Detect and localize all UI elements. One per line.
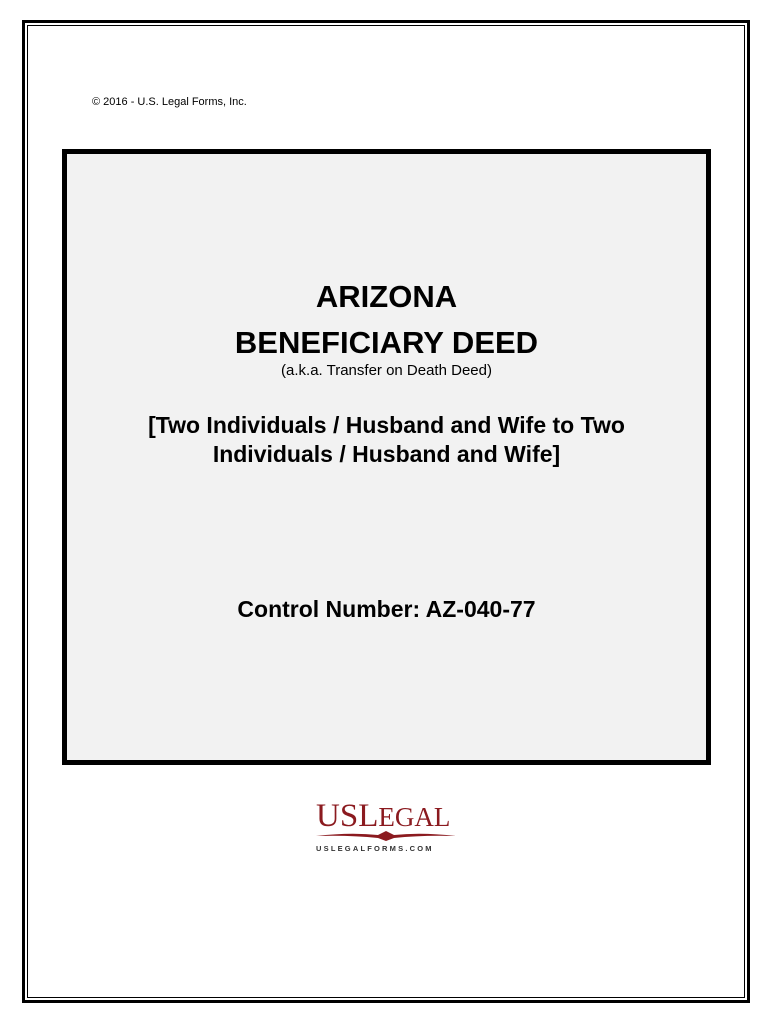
document-aka: (a.k.a. Transfer on Death Deed) xyxy=(281,362,492,379)
cover-title-box xyxy=(62,149,711,765)
copyright-notice: © 2016 - U.S. Legal Forms, Inc. xyxy=(92,96,247,108)
parties-description: [Two Individuals / Husband and Wife to Two Individuals / Husband and Wife] xyxy=(148,412,625,467)
control-number: Control Number: AZ-040-77 xyxy=(237,596,536,622)
state-title: ARIZONA xyxy=(315,279,458,314)
document-title: BENEFICIARY DEED xyxy=(234,325,539,360)
eagle-swoosh-icon xyxy=(300,830,472,842)
logo-wordmark: USLEGAL xyxy=(316,798,451,834)
uslegal-logo xyxy=(300,798,472,858)
logo-url: USLEGALFORMS.COM xyxy=(316,844,434,853)
